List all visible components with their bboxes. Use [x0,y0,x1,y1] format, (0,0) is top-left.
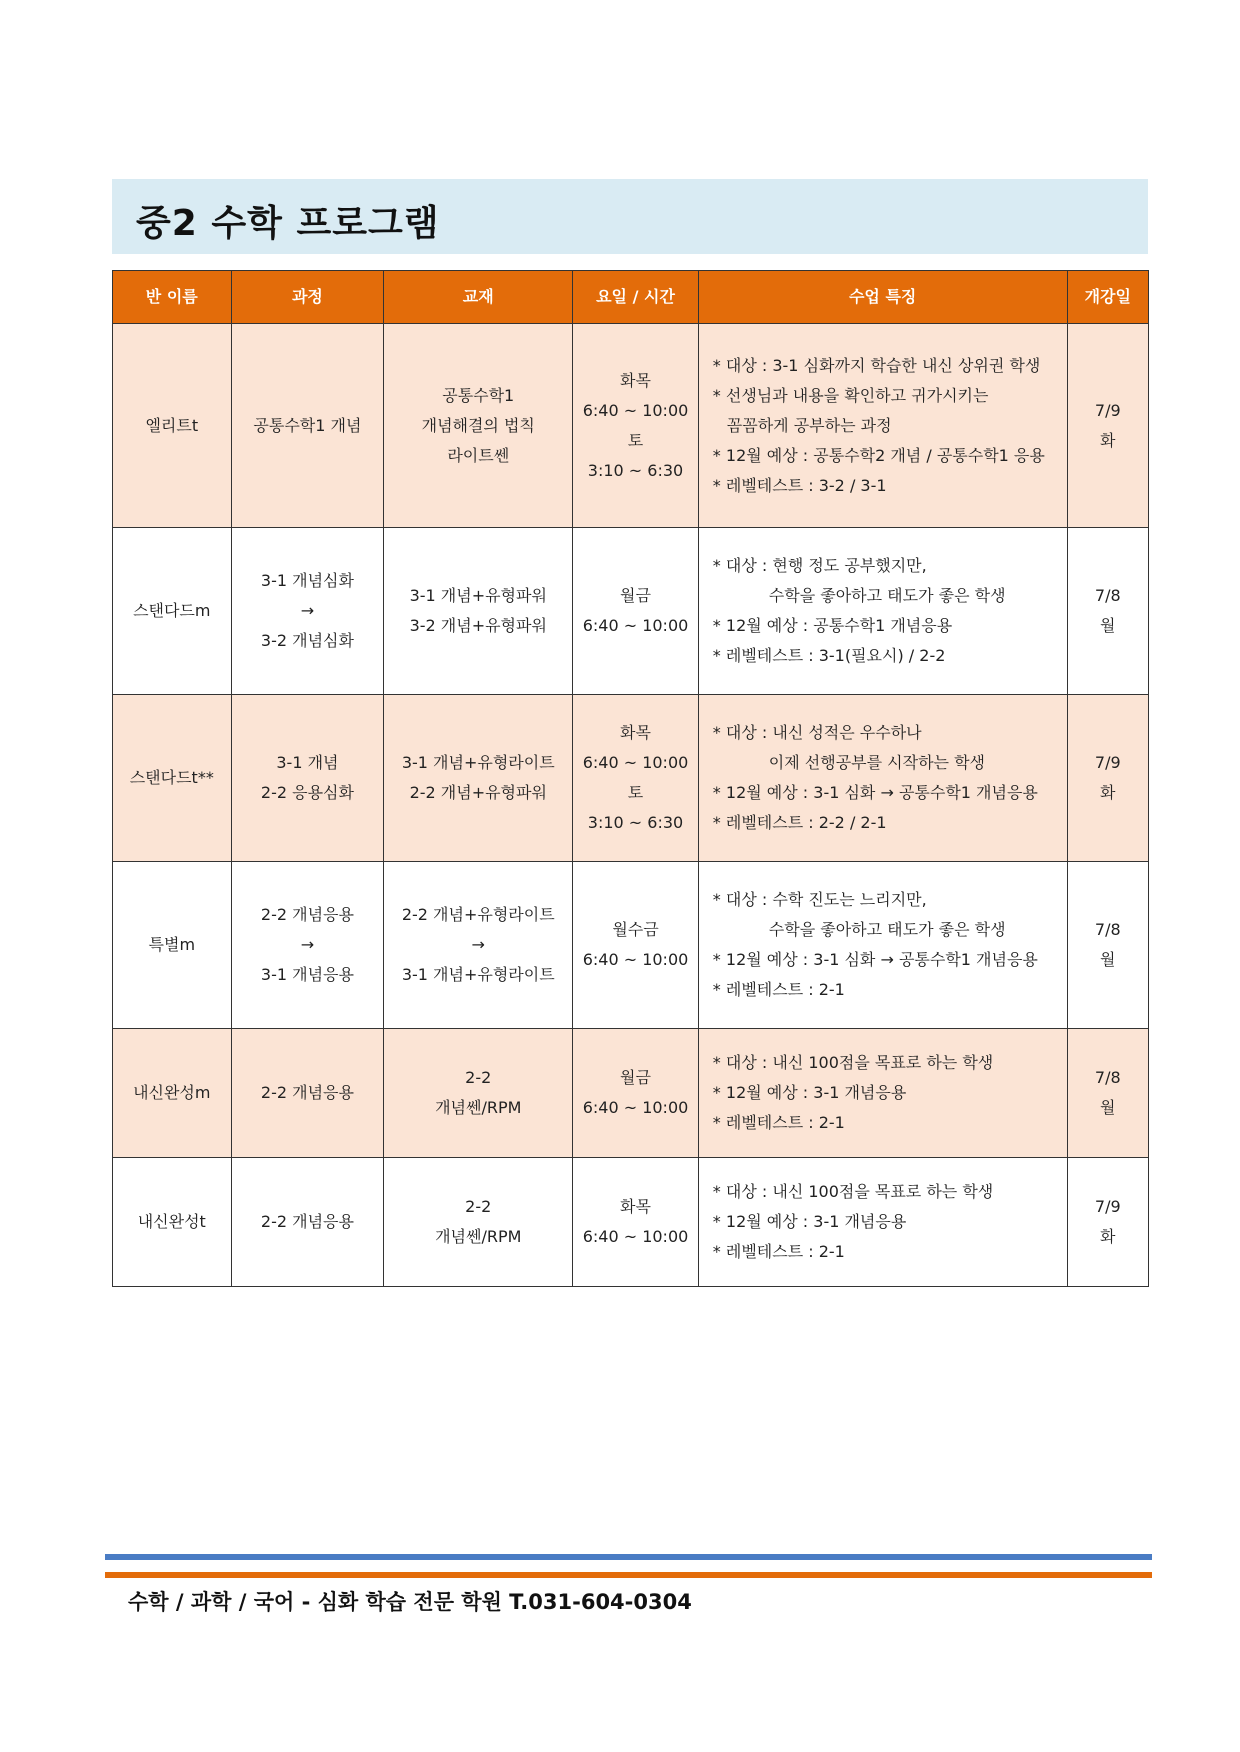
table-row [113,528,1149,695]
schedule-cell [573,862,699,1029]
class-name: 내신완성m [133,1083,211,1102]
header-start-date: 개강일 [1067,271,1148,324]
course-line: 공통수학1 개념 [253,415,362,435]
feature-line: 꼼꼼하게 공부하는 과정 [726,415,892,435]
textbook-cell [384,1029,573,1158]
schedule-line: 월금 [620,1068,651,1087]
schedule-cell [573,528,699,695]
start-weekday: 화 [1100,1227,1116,1246]
schedule-cell [573,324,699,528]
class-name-cell [113,324,232,528]
textbook-line: 3-1 개념+유형파워 [409,586,547,605]
header-class-name: 반 이름 [113,271,232,324]
schedule-line: 화목 [620,1197,651,1216]
footer-divider-blue [105,1554,1152,1560]
feature-line: * 대상 : 현행 정도 공부했지만, [712,556,927,575]
table-header-row [113,271,1149,324]
course-cell [231,862,384,1029]
course-line: 3-2 개념심화 [260,631,354,650]
start-date: 7/9 [1094,753,1121,772]
start-weekday: 월 [1100,1098,1116,1117]
course-line: 3-1 개념심화 [260,571,354,590]
schedule-line: 6:40 ~ 10:00 [582,400,689,420]
start-weekday: 화 [1100,430,1116,450]
textbook-line: 3-1 개념+유형라이트 [401,965,555,984]
schedule-cell [573,1029,699,1158]
arrow-icon: → [300,601,315,620]
arrow-icon: → [471,935,485,954]
class-name: 스탠다드t** [129,768,214,787]
schedule-line: 화목 [620,370,651,390]
feature-line: * 12월 예상 : 3-1 심화 → 공통수학1 개념응용 [712,950,1038,969]
class-name: 엘리트t [145,415,199,435]
page-title: 중2 수학 프로그램 [136,203,440,244]
feature-line: * 대상 : 내신 100점을 목표로 하는 학생 [712,1182,994,1201]
feature-line: 수학을 좋아하고 태도가 좋은 학생 [768,920,1006,939]
textbook-line: 라이트쎈 [447,445,510,465]
course-line: 2-2 개념응용 [260,1083,354,1102]
feature-line: 수학을 좋아하고 태도가 좋은 학생 [768,586,1006,605]
header-schedule: 요일 / 시간 [573,271,699,324]
start-date: 7/8 [1094,920,1121,939]
course-line: 3-1 개념응용 [260,965,354,984]
start-date-cell [1067,1158,1148,1287]
start-date-cell [1067,1029,1148,1158]
schedule-line: 토 [627,783,644,802]
table-row [113,324,1149,528]
course-line: 2-2 개념응용 [260,905,354,924]
schedule-line: 월금 [620,586,651,605]
start-date: 7/9 [1094,1197,1121,1216]
start-date-cell [1067,695,1148,862]
schedule-line: 6:40 ~ 10:00 [582,950,689,969]
textbook-line: 3-1 개념+유형라이트 [401,753,555,772]
table-row [113,862,1149,1029]
textbook-line: 3-2 개념+유형파워 [409,616,547,635]
table-row [113,1158,1149,1287]
course-line: 3-1 개념 [276,753,339,772]
schedule-line: 3:10 ~ 6:30 [587,460,684,480]
start-weekday: 월 [1100,616,1116,635]
features-cell [698,324,1067,528]
textbook-cell [384,695,573,862]
feature-line: * 레벨테스트 : 2-1 [712,980,845,999]
arrow-icon: → [300,935,315,954]
feature-line: * 레벨테스트 : 2-1 [712,1242,845,1261]
header-features: 수업 특징 [698,271,1067,324]
class-name-cell [113,862,232,1029]
feature-line: * 레벨테스트 : 2-1 [712,1113,845,1132]
feature-line: * 대상 : 내신 100점을 목표로 하는 학생 [712,1053,994,1072]
textbook-cell [384,324,573,528]
textbook-cell [384,528,573,695]
course-cell [231,528,384,695]
course-cell [231,324,384,528]
textbook-line: 개념해결의 법칙 [421,415,535,435]
textbook-line: 2-2 개념+유형라이트 [401,905,555,924]
feature-line: * 레벨테스트 : 3-1(필요시) / 2-2 [712,646,946,665]
textbook-line: 개념쎈/RPM [435,1227,522,1246]
feature-line: * 레벨테스트 : 2-2 / 2-1 [712,813,887,832]
course-line: 2-2 개념응용 [260,1212,354,1231]
class-name-cell [113,1158,232,1287]
class-name: 스탠다드m [133,601,211,620]
feature-line: 이제 선행공부를 시작하는 학생 [768,753,985,772]
textbook-line: 2-2 [465,1197,492,1216]
textbook-cell [384,862,573,1029]
schedule-cell [573,695,699,862]
class-name: 내신완성t [137,1212,206,1231]
start-date: 7/8 [1094,586,1121,605]
start-date-cell [1067,528,1148,695]
schedule-line: 6:40 ~ 10:00 [582,1227,689,1246]
header-course: 과정 [231,271,384,324]
class-name: 특별m [148,935,196,954]
feature-line: * 대상 : 3-1 심화까지 학습한 내신 상위권 학생 [712,355,1041,375]
feature-line: * 대상 : 수학 진도는 느리지만, [712,890,927,909]
course-line: 2-2 응용심화 [260,783,354,802]
feature-line: * 12월 예상 : 3-1 심화 → 공통수학1 개념응용 [712,783,1038,802]
course-cell [231,1158,384,1287]
features-cell [698,862,1067,1029]
textbook-line: 2-2 개념+유형파워 [409,783,547,802]
textbook-line: 2-2 [465,1068,492,1087]
class-name-cell [113,528,232,695]
schedule-cell [573,1158,699,1287]
feature-line: * 12월 예상 : 공통수학1 개념응용 [712,616,953,635]
table-row [113,695,1149,862]
schedule-line: 화목 [620,723,651,742]
program-table [112,270,1149,1287]
features-cell [698,1029,1067,1158]
features-cell [698,1158,1067,1287]
feature-line: * 12월 예상 : 3-1 개념응용 [712,1083,907,1102]
textbook-line: 공통수학1 [442,385,515,405]
feature-line: * 12월 예상 : 공통수학2 개념 / 공통수학1 응용 [712,445,1045,465]
class-name-cell [113,695,232,862]
start-date-cell [1067,862,1148,1029]
start-date-cell [1067,324,1148,528]
footer-contact: 수학 / 과학 / 국어 - 심화 학습 전문 학원 T.031-604-0304 [128,1590,692,1614]
schedule-line: 3:10 ~ 6:30 [587,813,684,832]
start-date: 7/8 [1094,1068,1121,1087]
title-bar [112,179,1148,254]
course-cell [231,695,384,862]
class-name-cell [113,1029,232,1158]
textbook-line: 개념쎈/RPM [435,1098,522,1117]
start-weekday: 월 [1100,950,1116,969]
features-cell [698,528,1067,695]
header-textbook: 교재 [384,271,573,324]
start-weekday: 화 [1100,783,1116,802]
schedule-line: 6:40 ~ 10:00 [582,1098,689,1117]
features-cell [698,695,1067,862]
course-cell [231,1029,384,1158]
start-date: 7/9 [1094,400,1121,420]
schedule-line: 월수금 [612,920,659,939]
feature-line: * 레벨테스트 : 3-2 / 3-1 [712,475,887,495]
table-row [113,1029,1149,1158]
feature-line: * 대상 : 내신 성적은 우수하나 [712,723,922,742]
feature-line: * 선생님과 내용을 확인하고 귀가시키는 [712,385,989,405]
footer-divider-orange [105,1572,1152,1578]
schedule-line: 토 [627,430,644,450]
schedule-line: 6:40 ~ 10:00 [582,616,689,635]
feature-line: * 12월 예상 : 3-1 개념응용 [712,1212,907,1231]
schedule-line: 6:40 ~ 10:00 [582,753,689,772]
textbook-cell [384,1158,573,1287]
